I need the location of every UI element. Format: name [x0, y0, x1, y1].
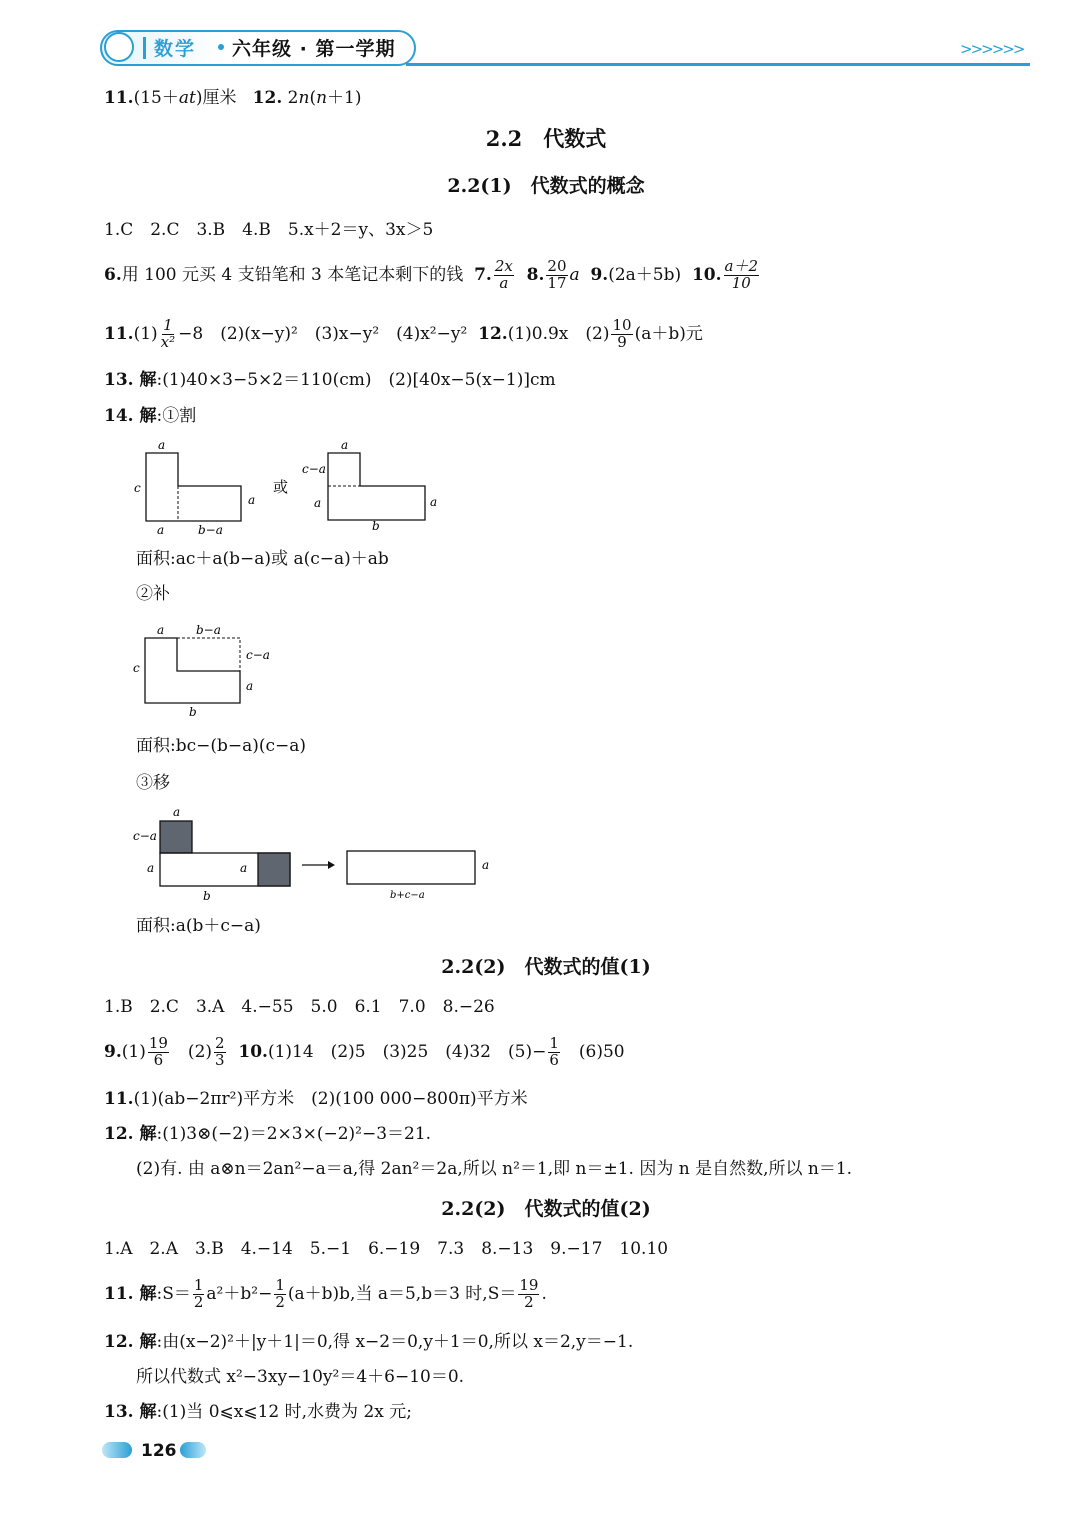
q-number: 11.	[104, 323, 134, 344]
answer-line-1-8: 1.B 2.C 3.A 4.−55 5.0 6.1 7.0 8.−26	[104, 997, 495, 1017]
fig-label: a	[341, 438, 349, 452]
answer-var: n	[298, 88, 310, 108]
page-number: 126	[141, 1441, 177, 1461]
fig-label: c	[134, 481, 141, 495]
answer-line-1-10: 1.A 2.A 3.B 4.−14 5.−1 6.−19 7.3 8.−13 9.−17 10.10	[104, 1239, 669, 1259]
q-number: 11.	[104, 1089, 134, 1109]
fraction: $\frac{a+2}{10}$	[724, 257, 759, 292]
fig-label: a	[157, 623, 165, 637]
header-rule	[406, 63, 1030, 66]
answer-text: (15＋	[133, 88, 179, 108]
answer-line-9-10	[104, 1036, 625, 1069]
answer-line-11	[104, 1278, 547, 1311]
subsection-title-value-1: 2.2(2) 代数式的值(1)	[441, 956, 651, 978]
header-arrows-icon: >>>>>>	[960, 40, 1024, 58]
fig-label: b	[372, 519, 380, 533]
fig-label: b	[203, 889, 211, 903]
q-number: 11. 解	[104, 1283, 157, 1304]
footer-right-ornament	[180, 1442, 206, 1458]
answer-text: ＋1)	[327, 88, 362, 108]
method-fill: ②补	[136, 584, 170, 604]
q-number: 12.	[478, 323, 508, 344]
answer-text: :①割	[156, 406, 197, 426]
answer-text: )厘米	[195, 88, 237, 108]
answer-text: (6)50	[561, 1041, 625, 1062]
fig-label: b−a	[198, 523, 223, 537]
answer-line-1-5: 1.C 2.C 3.B 4.B 5.x＋2＝y、3x＞5	[104, 220, 434, 240]
answer-var: at	[178, 88, 196, 108]
answer-text: (2a＋5b)	[608, 264, 682, 285]
fig-label: b	[189, 705, 197, 719]
answer-text: −8 (2)(x−y)² (3)x−y² (4)x²−y²	[178, 323, 468, 344]
footer-left-ornament	[102, 1442, 132, 1458]
answer-line-12	[104, 1334, 633, 1351]
q-number: 7.	[474, 264, 492, 285]
header-grade: 六年级 · 第一学期	[232, 38, 396, 60]
fig-label: c−a	[302, 462, 326, 476]
answer-text: (a＋b)b,当 a＝5,b＝3 时,S＝	[287, 1283, 517, 1304]
q-number: 13. 解	[104, 370, 157, 390]
area-move: 面积:a(b＋c−a)	[136, 916, 261, 936]
figure-cut	[128, 438, 448, 538]
answer-text: (1)	[121, 1041, 146, 1062]
answer-text: (1)0.9x (2)	[507, 323, 610, 344]
header-circle-icon	[104, 32, 134, 62]
fraction: $\frac{19}{2}$	[519, 1276, 539, 1311]
answer-text: (	[309, 88, 317, 108]
fig-label: a	[482, 858, 490, 872]
fraction: $\frac{2}{3}$	[215, 1034, 225, 1069]
answer-text: :(1)3⊗(−2)＝2×3×(−2)²−3＝21.	[156, 1124, 432, 1144]
fig-label: c−a	[246, 648, 270, 662]
figure-fill	[128, 618, 288, 720]
fig-label: a	[314, 496, 322, 510]
answer-text: .	[541, 1283, 547, 1304]
fig-label: a	[430, 495, 438, 509]
shaded-square	[160, 821, 192, 853]
header-subject: 数学	[154, 38, 197, 60]
fig-label: b+c−a	[390, 890, 425, 901]
q-number: 11.	[104, 88, 134, 108]
fraction: $\frac{1}{2}$	[275, 1276, 285, 1311]
fig-label: a	[157, 523, 165, 537]
answer-line-13	[104, 1404, 412, 1421]
subsection-title-value-2: 2.2(2) 代数式的值(2)	[441, 1198, 651, 1220]
answer-text: a²＋b²−	[206, 1283, 273, 1304]
answer-line-top	[104, 90, 361, 107]
area-fill: 面积:bc−(b−a)(c−a)	[136, 736, 307, 756]
q-number: 14. 解	[104, 406, 157, 426]
q-number: 13. 解	[104, 1402, 157, 1422]
answer-line-6-10	[104, 259, 761, 292]
fig-label: a	[240, 861, 248, 875]
header-divider	[143, 37, 146, 59]
arrow-icon	[328, 861, 335, 869]
fig-label: b−a	[196, 623, 221, 637]
fig-label: c−a	[133, 829, 157, 843]
q-number: 8.	[526, 264, 545, 285]
answer-text: (1)	[133, 323, 158, 344]
fig-or: 或	[273, 478, 289, 496]
fraction: $\frac{1}{2}$	[193, 1276, 204, 1311]
area-cut: 面积:ac＋a(b−a)或 a(c−a)＋ab	[136, 549, 389, 569]
answer-text: (2)	[170, 1041, 213, 1062]
method-move: ③移	[136, 773, 170, 793]
fraction: $\frac{10}{9}$	[612, 316, 632, 351]
answer-text: (1)(ab−2πr²)平方米 (2)(100 000−800π)平方米	[133, 1089, 528, 1109]
fraction: $\frac{1}{\text{x²}}$	[160, 316, 176, 351]
fig-label: a	[248, 493, 256, 507]
answer-text: :(1)40×3−5×2＝110(cm) (2)[40x−5(x−1)]cm	[156, 370, 556, 390]
fig-label: a	[173, 805, 181, 819]
figure-move	[128, 803, 508, 903]
answer-line-12-part2: (2)有. 由 a⊗n＝2an²−a＝a,得 2an²＝2a,所以 n²＝1,即 n＝±1. 因为 n 是自然数,所以 n＝1.	[136, 1159, 853, 1179]
answer-line-12-part2: 所以代数式 x²−3xy−10y²＝4＋6−10＝0.	[136, 1367, 465, 1387]
answer-line-12	[104, 1126, 431, 1143]
fig-label: c	[133, 661, 140, 675]
answer-var: a	[569, 264, 580, 285]
q-number: 9.	[590, 264, 609, 285]
q-number: 10.	[238, 1041, 268, 1062]
q-number: 9.	[104, 1041, 122, 1062]
answer-text: (a＋b)元	[634, 323, 703, 344]
answer-line-14	[104, 408, 196, 425]
q-number: 6.	[104, 264, 122, 285]
answer-text: :S＝	[156, 1283, 191, 1304]
fraction: $\frac{2x}{a}$	[494, 257, 513, 292]
fig-label: a	[246, 679, 254, 693]
fig-label: a	[158, 438, 166, 452]
header-dot-icon	[218, 44, 224, 50]
q-number: 12. 解	[104, 1124, 157, 1144]
fraction: $\frac{1}{6}$	[549, 1034, 559, 1069]
answer-line-11	[104, 1091, 528, 1108]
answer-text: 用 100 元买 4 支铅笔和 3 本笔记本剩下的钱	[121, 264, 464, 285]
fig-label: a	[147, 861, 155, 875]
answer-line-11-12	[104, 318, 703, 351]
fraction: $\frac{19}{6}$	[148, 1034, 168, 1069]
subsection-title-concept: 2.2(1) 代数式的概念	[447, 175, 645, 197]
answer-text: 2	[287, 88, 299, 108]
answer-text: :(1)当 0⩽x⩽12 时,水费为 2x 元;	[156, 1402, 412, 1422]
q-number: 10.	[691, 264, 722, 285]
shaded-square	[258, 853, 290, 886]
answer-line-13	[104, 372, 556, 389]
q-number: 12.	[252, 88, 283, 108]
answer-text: :由(x−2)²＋|y＋1|＝0,得 x−2＝0,y＋1＝0,所以 x＝2,y＝−1.	[156, 1332, 634, 1352]
answer-var: n	[316, 88, 328, 108]
answer-text: (1)14 (2)5 (3)25 (4)32 (5)−	[267, 1041, 547, 1062]
fraction: $\frac{20}{17}$	[547, 257, 567, 292]
section-title: 2.2 代数式	[485, 126, 607, 151]
q-number: 12. 解	[104, 1332, 157, 1352]
